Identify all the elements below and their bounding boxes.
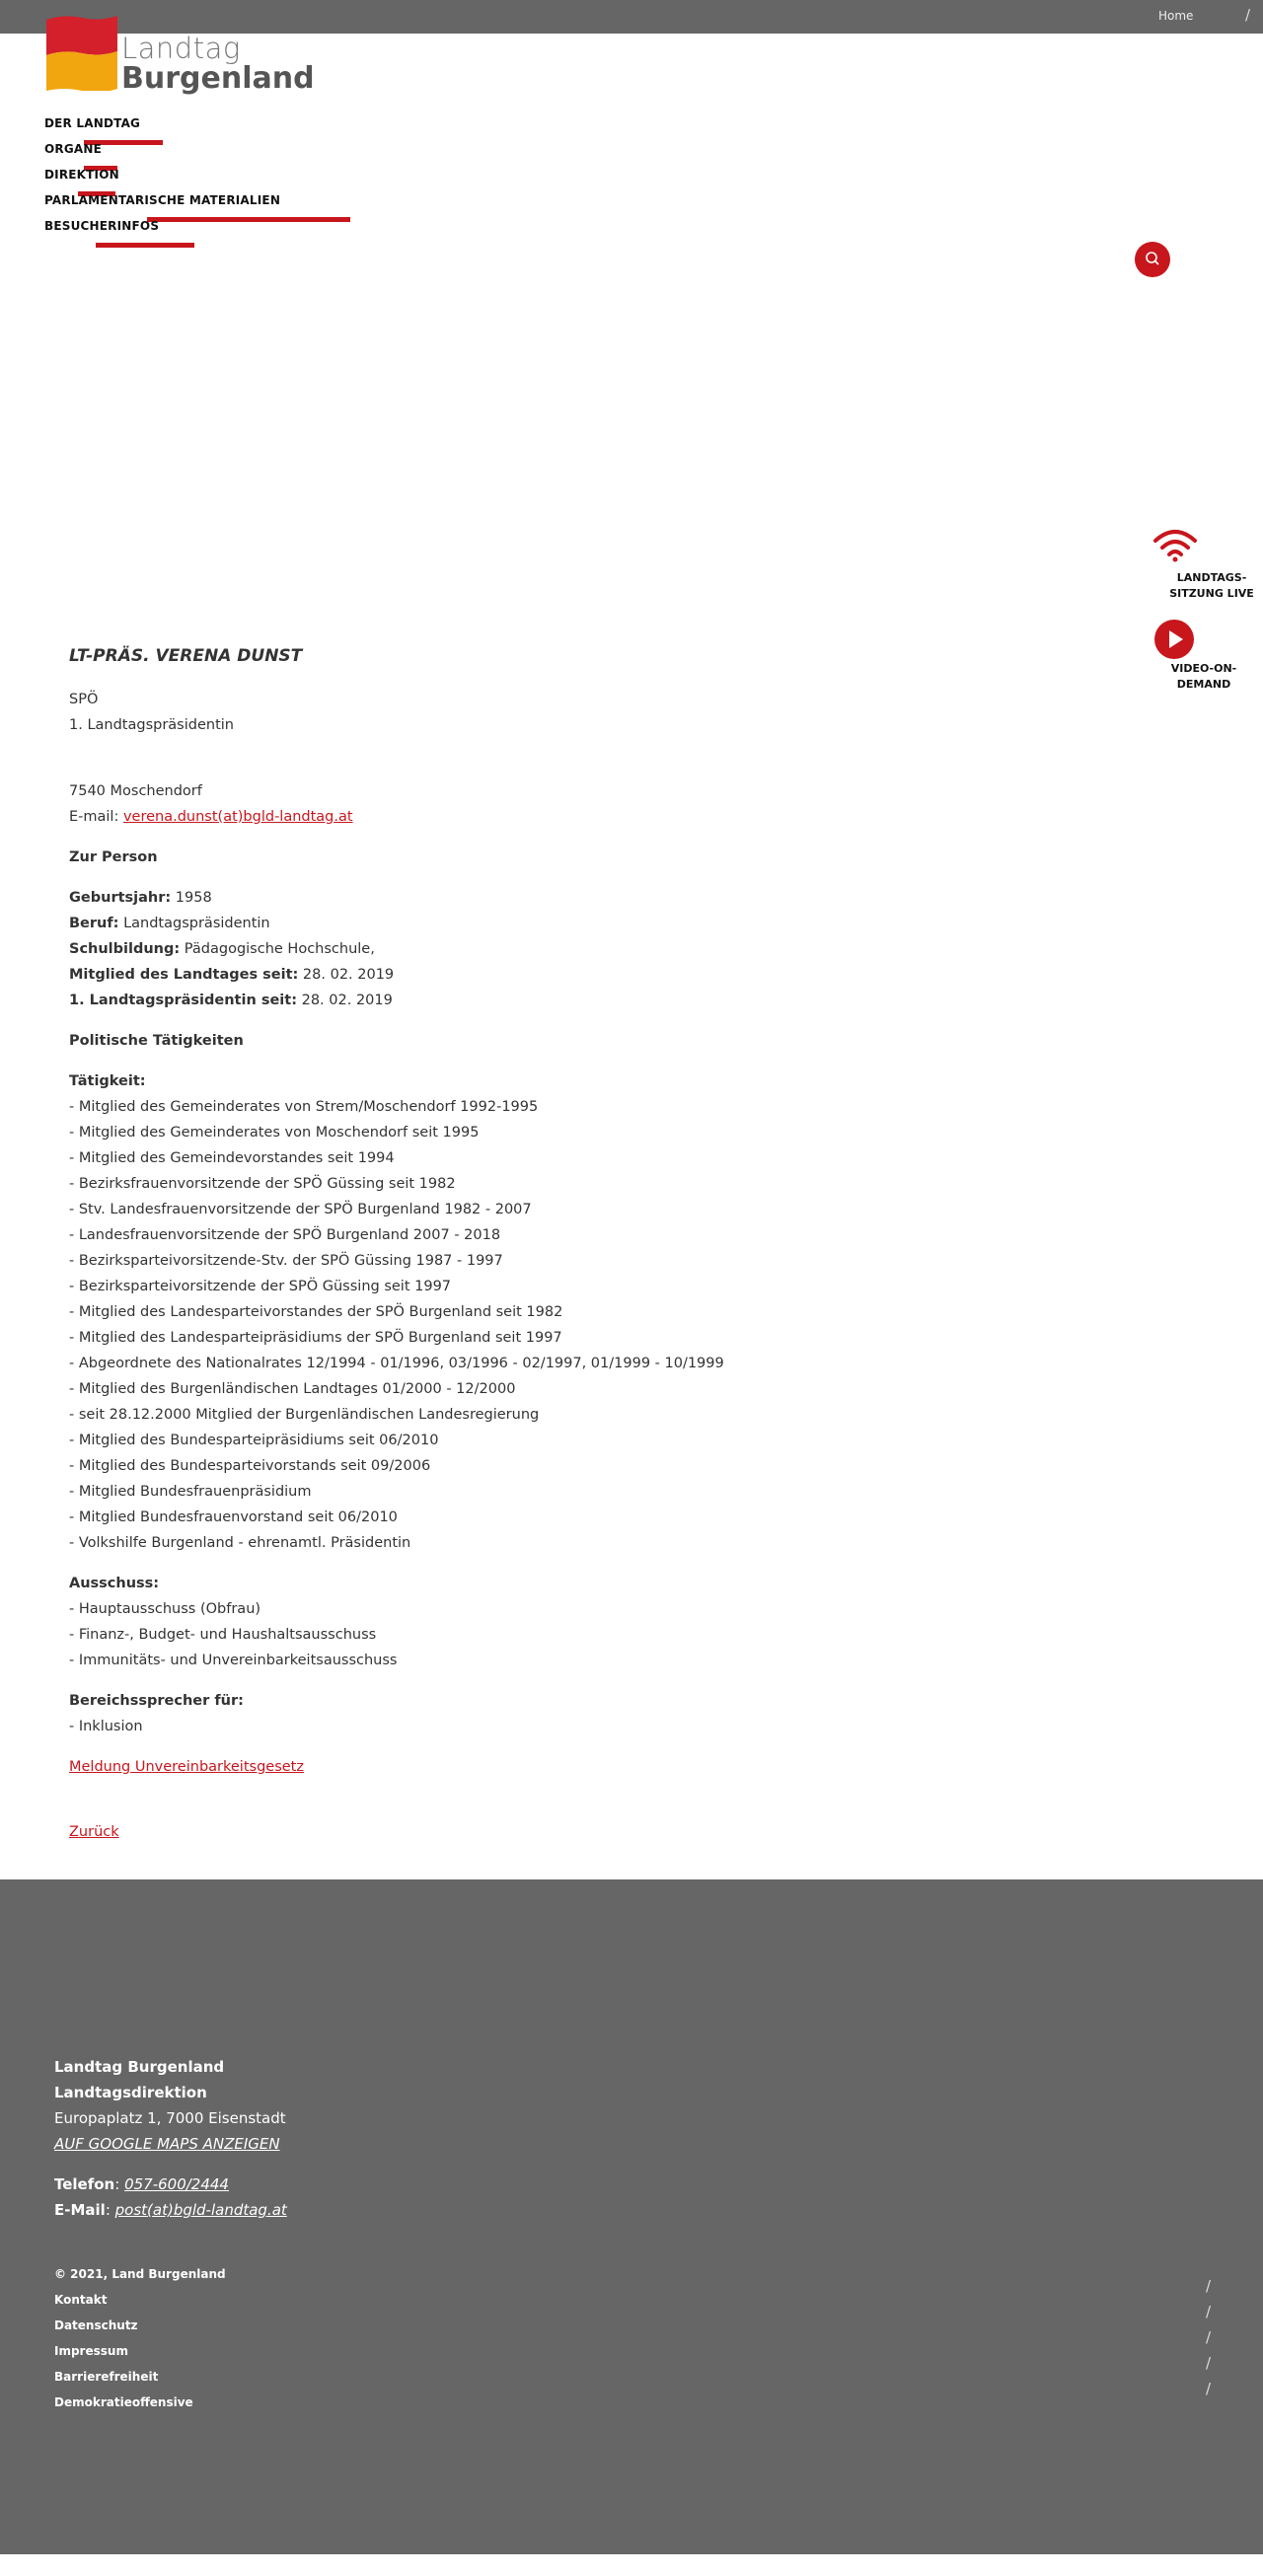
home-link[interactable]: Home — [1158, 9, 1194, 23]
activity-item: - Mitglied des Bundesparteipräsidiums seit 06/2010 — [69, 1433, 439, 1448]
footer-separators: / / / / / — [1206, 2277, 1212, 2397]
search-icon — [1135, 242, 1170, 277]
activity-item: - Bezirksfrauenvorsitzende der SPÖ Güssing seit 1982 — [69, 1176, 456, 1192]
report-link[interactable]: Meldung Unvereinbarkeitsgesetz — [69, 1759, 304, 1775]
vod-label: VIDEO-ON- DEMAND — [1170, 662, 1237, 691]
committee-item: - Hauptausschuss (Obfrau) — [69, 1601, 261, 1617]
live-label: LANDTAGS- SITZUNG LIVE — [1169, 571, 1254, 600]
footer-street: Europaplatz 1, 7000 Eisenstadt — [54, 2109, 286, 2127]
footer-org: Landtag Burgenland — [54, 2058, 225, 2076]
fact-row: Schulbildung: Pädagogische Hochschule, — [69, 941, 375, 957]
person-heading: Zur Person — [69, 849, 158, 865]
fact-row: Beruf: Landtagspräsidentin — [69, 916, 270, 931]
flag-logo-icon — [44, 12, 119, 91]
activity-item: - Stv. Landesfrauenvorsitzende der SPÖ Burgenland 1982 - 2007 — [69, 1202, 532, 1217]
footer-address: Landtag Burgenland Landtagsdirektion Europaplatz 1, 7000 Eisenstadt AUF GOOGLE MAPS ANZEIGEN Telefon: 057-600/2444 E-Mail: post(at)bgld-landtag.at — [54, 2058, 287, 2219]
activity-label: Tätigkeit: — [69, 1073, 146, 1089]
activity-item: - Landesfrauenvorsitzende der SPÖ Burgenland 2007 - 2018 — [69, 1227, 501, 1243]
activity-item: - Mitglied des Gemeinderates von Moschendorf seit 1995 — [69, 1125, 480, 1141]
spokes-list — [69, 1714, 957, 1739]
activity-item: - Bezirksparteivorsitzende der SPÖ Güssing seit 1997 — [69, 1279, 452, 1294]
activity-item: - seit 28.12.2000 Mitglied der Burgenländischen Landesregierung — [69, 1407, 540, 1423]
activity-item: - Mitglied des Burgenländischen Landtages 01/2000 - 12/2000 — [69, 1381, 516, 1397]
footer-links — [54, 2261, 226, 2415]
footer — [0, 1879, 1263, 2554]
nav-item-direktion[interactable]: DIREKTION — [44, 168, 280, 193]
committee-label: Ausschuss: — [69, 1576, 160, 1591]
page-title: LT-PRÄS. VERENA DUNST — [69, 646, 303, 666]
profile-content — [69, 643, 957, 1845]
activity-item: - Bezirksparteivorsitzende-Stv. der SPÖ Güssing 1987 - 1997 — [69, 1253, 503, 1269]
email-link[interactable]: verena.dunst(at)bgld-landtag.at — [122, 809, 353, 825]
activity-item: - Mitglied Bundesfrauenvorstand seit 06/2010 — [69, 1509, 398, 1525]
main-nav — [44, 116, 280, 245]
back-link[interactable]: Zurück — [69, 1824, 119, 1840]
committee-item: - Immunitäts- und Unvereinbarkeitsausschuss — [69, 1653, 398, 1668]
activity-item: - Mitglied des Gemeindevorstandes seit 1994 — [69, 1150, 395, 1166]
nav-item-materialien[interactable]: PARLAMENTARISCHE MATERIALIEN — [44, 193, 280, 219]
maps-link[interactable]: AUF GOOGLE MAPS ANZEIGEN — [54, 2135, 280, 2153]
activity-item: - Mitglied des Landesparteivorstandes der SPÖ Burgenland seit 1982 — [69, 1304, 563, 1320]
phone-link[interactable]: 057-600/2444 — [124, 2175, 229, 2193]
political-heading: Politische Tätigkeiten — [69, 1033, 244, 1049]
footer-link-kontakt[interactable]: Kontakt — [54, 2293, 108, 2307]
play-icon — [1154, 620, 1194, 659]
activity-item: - Mitglied des Gemeinderates von Strem/Moschendorf 1992-1995 — [69, 1099, 539, 1115]
footer-link-demokratieoffensive[interactable]: Demokratieoffensive — [54, 2395, 193, 2409]
footer-dept: Landtagsdirektion — [54, 2084, 207, 2101]
activity-item: - Volkshilfe Burgenland - ehrenamtl. Präsidentin — [69, 1535, 411, 1551]
footer-link-impressum[interactable]: Impressum — [54, 2344, 128, 2358]
footer-email-link[interactable]: post(at)bgld-landtag.at — [114, 2201, 287, 2219]
nav-item-besucherinfos[interactable]: BESUCHERINFOS — [44, 219, 280, 245]
fact-row: Mitglied des Landtages seit: 28. 02. 2019 — [69, 967, 395, 983]
activity-item: - Mitglied des Landesparteipräsidiums der SPÖ Burgenland seit 1997 — [69, 1330, 562, 1346]
footer-link-datenschutz[interactable]: Datenschutz — [54, 2318, 138, 2332]
role: 1. Landtagspräsidentin — [69, 717, 234, 733]
copyright: © 2021, Land Burgenland — [54, 2267, 226, 2281]
fact-row: 1. Landtagspräsidentin seit: 28. 02. 2019 — [69, 993, 393, 1008]
footer-link-barrierefreiheit[interactable]: Barrierefreiheit — [54, 2370, 159, 2384]
logo-line-1: Landtag — [121, 32, 241, 65]
fact-row: Geburtsjahr: 1958 — [69, 890, 212, 906]
city: 7540 Moschendorf — [69, 783, 202, 799]
spokes-label: Bereichssprecher für: — [69, 1693, 244, 1709]
committees-list — [69, 1596, 957, 1673]
party: SPÖ — [69, 692, 99, 707]
activity-item: - Abgeordnete des Nationalrates 12/1994 - 01/1996, 03/1996 - 02/1997, 01/1999 - 10/1999 — [69, 1356, 724, 1371]
activity-item: - Mitglied Bundesfrauenpräsidium — [69, 1484, 312, 1500]
activities-list — [69, 1094, 957, 1556]
email-row: E-mail: verena.dunst(at)bgld-landtag.at — [69, 809, 353, 825]
nav-item-landtag[interactable]: DER LANDTAG — [44, 116, 280, 142]
facts-list — [69, 885, 957, 1013]
committee-item: - Finanz-, Budget- und Haushaltsausschuss — [69, 1627, 377, 1643]
wifi-icon — [1152, 529, 1198, 562]
nav-item-organe[interactable]: ORGANE — [44, 142, 280, 168]
search-button[interactable] — [1135, 242, 1170, 277]
logo[interactable] — [44, 12, 315, 97]
spokes-item: - Inklusion — [69, 1719, 143, 1734]
top-separator: / — [1245, 6, 1251, 24]
logo-line-2: Burgenland — [121, 61, 315, 96]
activity-item: - Mitglied des Bundesparteivorstands seit 09/2006 — [69, 1458, 431, 1474]
